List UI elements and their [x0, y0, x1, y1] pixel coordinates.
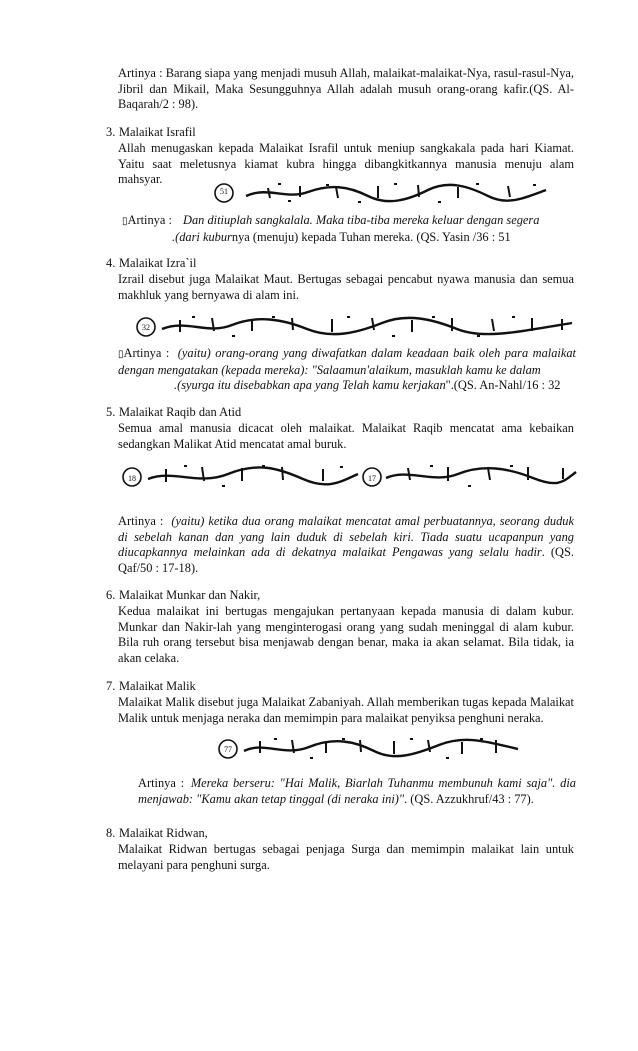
- arabic-calligraphy-image: [132, 315, 574, 339]
- verse-number: 32: [142, 323, 150, 332]
- item-number: 8.: [106, 826, 116, 840]
- item-number: 3.: [106, 125, 116, 139]
- arabic-verse-qaf-17-18: [118, 466, 578, 488]
- item-heading-ridwan: [106, 826, 208, 842]
- item-body-israfil: Allah menugaskan kepada Malaikat Israfil untuk meniup sangkakala pada hari Kiamat. Yaitu saat meletusnya kiamat kubra hingga dibangkitkannya manusia menuju alam mahsyar.: [118, 141, 574, 187]
- item-heading-malik: [106, 679, 196, 695]
- verse-italic: Mereka berseru: "Hai Malik, Biarlah Tuhanmu membunuh kami saja". dia menjawab: "Kamu akan tetap tinggal (di neraka ini)": [138, 776, 576, 806]
- arabic-calligraphy-image: [118, 464, 578, 490]
- verse-plain: . (QS. Qaf/50 : 17-18).: [118, 545, 574, 575]
- item-body-raqib-atid: Semua amal manusia dicacat oleh malaikat. Malaikat Raqib mencatat ama kebaikan sedangkan Malikat Atid mencatat amal buruk.: [118, 421, 574, 451]
- arabic-verse-yasin-51: [208, 182, 548, 204]
- verse-translation-yasin: ▯Artinya : Dan ditiuplah sangkalala. Maka tiba-tiba mereka keluar dengan segera .(dari kuburnya (menuju) kepada Tuhan mereka. (QS. Yasin /36 : 51: [122, 213, 540, 244]
- verse-italic-part2: .(dari kubur: [172, 229, 232, 244]
- item-body-izrail: Izrail disebut juga Malaikat Maut. Bertugas sebagai pencabut nyawa manusia dan semua makhluk yang bernyawa di alam ini.: [118, 272, 574, 302]
- verse-italic: (yaitu) ketika dua orang malaikat mencatat amal perbuatannya, seorang duduk di sebelah kanan dan yang lain duduk di sebelah kiri. Tiada suatu ucapanpun yang diucapkannya melainkan ada di dekatnya malaikat Pengawas yang selalu hadir: [118, 514, 574, 560]
- verse-number: 18: [128, 474, 136, 483]
- verse-plain: . (QS. Azzukhruf/43 : 77).: [404, 791, 534, 806]
- item-title: Malaikat Izra`il: [119, 256, 197, 270]
- verse-italic: Dan ditiuplah sangkalala. Maka tiba-tiba mereka keluar dengan segera: [183, 213, 540, 227]
- item-number: 6.: [106, 588, 116, 602]
- arabic-verse-zukhruf-77: [214, 738, 520, 760]
- verse-translation-zukhruf: [138, 776, 576, 807]
- item-heading-izrail: [106, 256, 196, 272]
- item-title: Malaikat Ridwan,: [119, 826, 208, 840]
- verse-translation-qaf: [118, 514, 574, 576]
- verse-number: 17: [368, 474, 376, 483]
- item-title: Malaikat Malik: [119, 679, 196, 693]
- verse-italic: (yaitu) orang-orang yang diwafatkan dalam keadaan baik oleh para malaikat dengan mengatakan (kepada mereka): "Salaamun'alaikum, masuklah kamu ke dalam: [118, 346, 576, 377]
- arabic-calligraphy-image: [214, 737, 520, 761]
- item-number: 4.: [106, 256, 116, 270]
- verse-label: Artinya :: [123, 346, 170, 360]
- verse-label: Artinya :: [138, 776, 185, 790]
- item-number: 5.: [106, 405, 116, 419]
- item-body-ridwan: Malaikat Ridwan bertugas sebagai penjaga Surga dan memimpin malaikat lain untuk melayani para penghuni surga.: [118, 842, 574, 872]
- item-body-munkar-nakir: Kedua malaikat ini bertugas mengajukan pertanyaan kepada manusia di dalam kubur. Munkar dan Nakir-lah yang menginterogasi orang yang sudah meninggal di alam kubur. Bila ruh orang tersebut bisa menjawab dengan benar, maka ia akan selamat. Bila tidak, ia akan celaka.: [118, 604, 574, 665]
- item-title: Malaikat Raqib dan Atid: [119, 405, 242, 419]
- verse-number: 77: [224, 745, 232, 754]
- item-number: 7.: [106, 679, 116, 693]
- verse-translation-nahl: ▯Artinya : (yaitu) orang-orang yang diwafatkan dalam keadaan baik oleh para malaikat dengan mengatakan (kepada mereka): "Salaamun'alaikum, masuklah kamu ke dalam .(syurga itu disebabkan apa yang Telah kamu kerjakan".(QS. An-Nahl/16 : 32: [118, 346, 576, 393]
- verse-plain-part3: ".(QS. An-Nahl/16 : 32: [445, 378, 561, 393]
- item-heading-israfil: [106, 125, 196, 141]
- arabic-calligraphy-image: [208, 182, 548, 204]
- item-heading-raqib-atid: [106, 405, 241, 421]
- item-body-malik: Malaikat Malik disebut juga Malaikat Zabaniyah. Allah memberikan tugas kepada Malaikat Malik untuk menjaga neraka dan memimpin para malaikat penyiksa penghuni neraka.: [118, 695, 574, 725]
- item-title: Malaikat Israfil: [119, 125, 196, 139]
- verse-label: Artinya :: [127, 213, 172, 227]
- arabic-verse-nahl-32: [132, 316, 574, 338]
- verse-italic-part3: .(syurga itu disebabkan apa yang Telah kamu kerjakan: [174, 378, 446, 393]
- verse-label: Artinya :: [118, 514, 164, 528]
- intro-translation: Artinya : Barang siapa yang menjadi musuh Allah, malaikat-malaikat-Nya, rasul-rasul-Nya, Jibril dan Mikail, Maka Sesungguhnya Allah adalah musuh orang-orang kafir.(QS. Al-Baqarah/2 : 98).: [118, 66, 574, 112]
- verse-number: 51: [220, 187, 228, 196]
- verse-plain-part2: nya (menuju) kepada Tuhan mereka. (QS. Yasin /36 : 51: [231, 229, 511, 244]
- item-heading-munkar-nakir: [106, 588, 260, 604]
- item-title: Malaikat Munkar dan Nakir,: [119, 588, 261, 602]
